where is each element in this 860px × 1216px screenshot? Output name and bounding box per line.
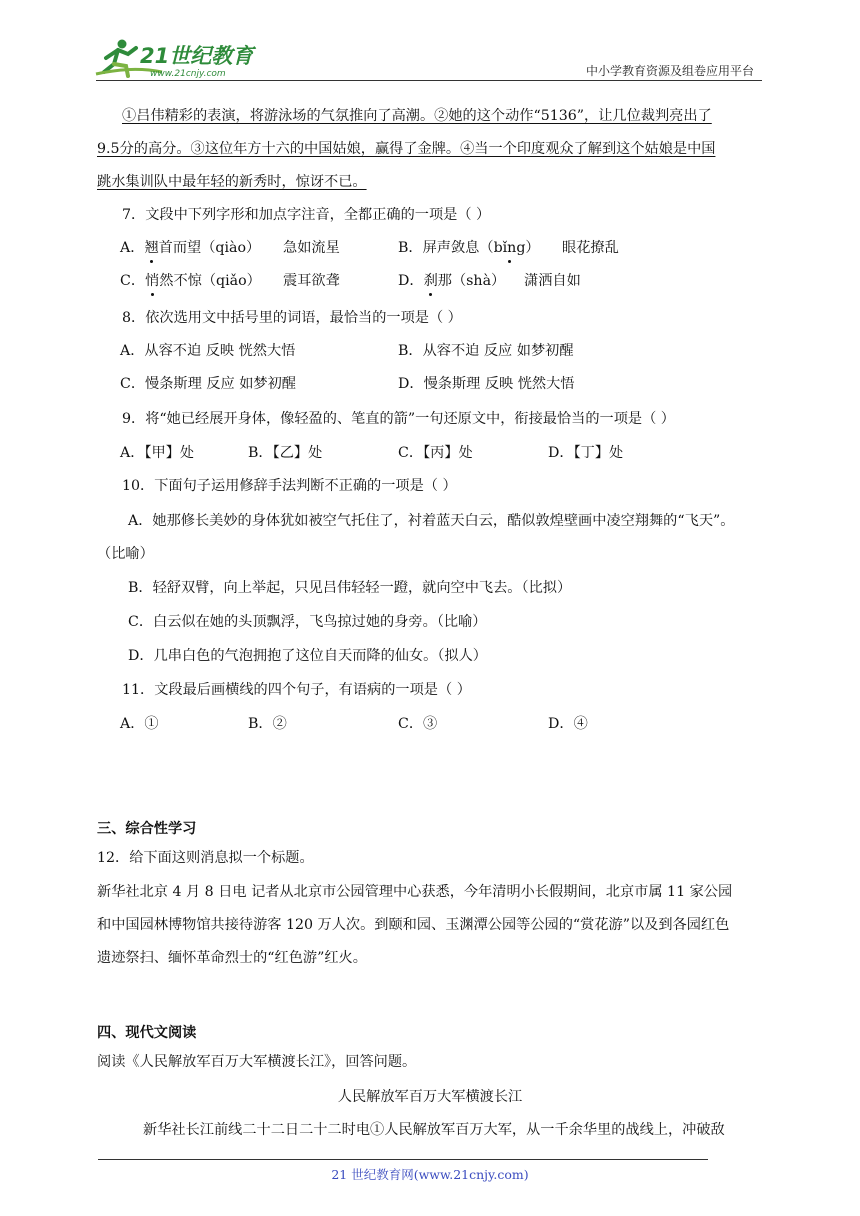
q8-option-c: C．慢条斯理 反应 如梦初醒 [120,376,296,392]
q10-option-a-note: （比喻） [97,546,154,562]
q11-option-d: D．④ [548,716,588,732]
logo-text: 21世纪教育 [140,44,254,68]
q7-option-c-word: 震耳欲聋 [283,273,340,289]
passage-line-1: ①吕伟精彩的表演，将游泳场的气氛推向了高潮。②她的这个动作“5136”，让几位裁判亮出了 [122,108,712,124]
article-first-line: 新华社长江前线二十二日二十二时电①人民解放军百万大军，从一千余华里的战线上，冲破敌 [143,1122,725,1138]
q9-option-d: D．【丁】处 [548,445,624,461]
footer-text: 21 世纪教育网(www.21cnjy.com) [331,1167,529,1182]
footer-divider [98,1159,708,1160]
q7-option-b-word: 眼花撩乱 [562,240,619,256]
article-title: 人民解放军百万大军横渡长江 [337,1089,523,1105]
q12-stem: 12．给下面这则消息拟一个标题。 [97,850,314,866]
passage-line-3: 跳水集训队中最年轻的新秀时，惊讶不已。 [97,174,367,190]
q7-option-a-word: 急如流星 [283,240,340,256]
header-divider [96,80,762,81]
q10-stem: 10．下面句子运用修辞手法判断不正确的一项是（ ） [122,478,457,494]
runner-logo-icon [92,36,262,82]
section4-heading: 四、现代文阅读 [97,1025,197,1041]
q11-option-a: A．① [120,716,159,732]
q7-stem: 7．文段中下列字形和加点字注音，全都正确的一项是（ ） [122,207,491,223]
q9-option-b: B．【乙】处 [248,445,323,461]
q9-option-a: A．【甲】处 [120,445,195,461]
site-logo [92,36,262,82]
passage-line-2: 9.5分的高分。③这位年方十六的中国姑娘，赢得了金牌。④当一个印度观众了解到这个姑娘是中国 [97,141,716,157]
q9-stem: 9．将“她已经展开身体，像轻盈的、笔直的箭”一句还原文中，衔接最恰当的一项是（ ） [122,411,675,427]
q9-option-c: C．【丙】处 [398,445,473,461]
header-platform-name: 中小学教育资源及组卷应用平台 [585,64,754,78]
section4-intro: 阅读《人民解放军百万大军横渡长江》，回答问题。 [97,1054,417,1070]
section3-news-line-3: 遗迹祭扫、缅怀革命烈士的“红色游”红火。 [97,950,367,966]
section3-news-line-2: 和中国园林博物馆共接待游客 120 万人次。到颐和园、玉渊潭公园等公园的“赏花游”以及到各园红色 [97,917,730,933]
q11-option-c: C．③ [398,716,438,732]
q8-option-a: A．从容不迫 反映 恍然大悟 [120,343,296,359]
q8-stem: 8．依次选用文中括号里的词语，最恰当的一项是（ ） [122,310,462,326]
q7-option-d-word: 潇洒自如 [524,273,581,289]
section3-news-line-1: 新华社北京 4 月 8 日电 记者从北京市公园管理中心获悉，今年清明小长假期间，北京市属 11 家公园 [97,884,733,900]
q10-option-b: B．轻舒双臂，向上举起，只见吕伟轻轻一蹬，就向空中飞去。（比拟） [128,580,572,596]
q11-stem: 11．文段最后画横线的四个句子，有语病的一项是（ ） [122,682,471,698]
q8-option-b: B．从容不迫 反应 如梦初醒 [398,343,574,359]
q10-option-a: A．她那修长美妙的身体犹如被空气托住了，衬着蓝天白云，酷似敦煌壁画中凌空翔舞的“飞天”。 [128,513,735,529]
q8-option-d: D．慢条斯理 反映 恍然大悟 [398,376,575,392]
q7-option-d: D．刹那（shà） [398,273,506,289]
q7-option-c: C．悄然不惊（qiǎo） [120,273,261,289]
q7-option-a: A．翘首而望（qiào） [120,240,261,256]
q7-option-b: B．屏声敛息（bǐng） [398,240,540,256]
q11-option-b: B．② [248,716,287,732]
section3-heading: 三、综合性学习 [97,821,197,837]
q10-option-d: D．几串白色的气泡拥抱了这位自天而降的仙女。（拟人） [128,648,487,664]
q10-option-c: C．白云似在她的头顶飘浮，飞鸟掠过她的身旁。（比喻） [128,614,487,630]
logo-url: www.21cnjy.com [150,69,226,79]
